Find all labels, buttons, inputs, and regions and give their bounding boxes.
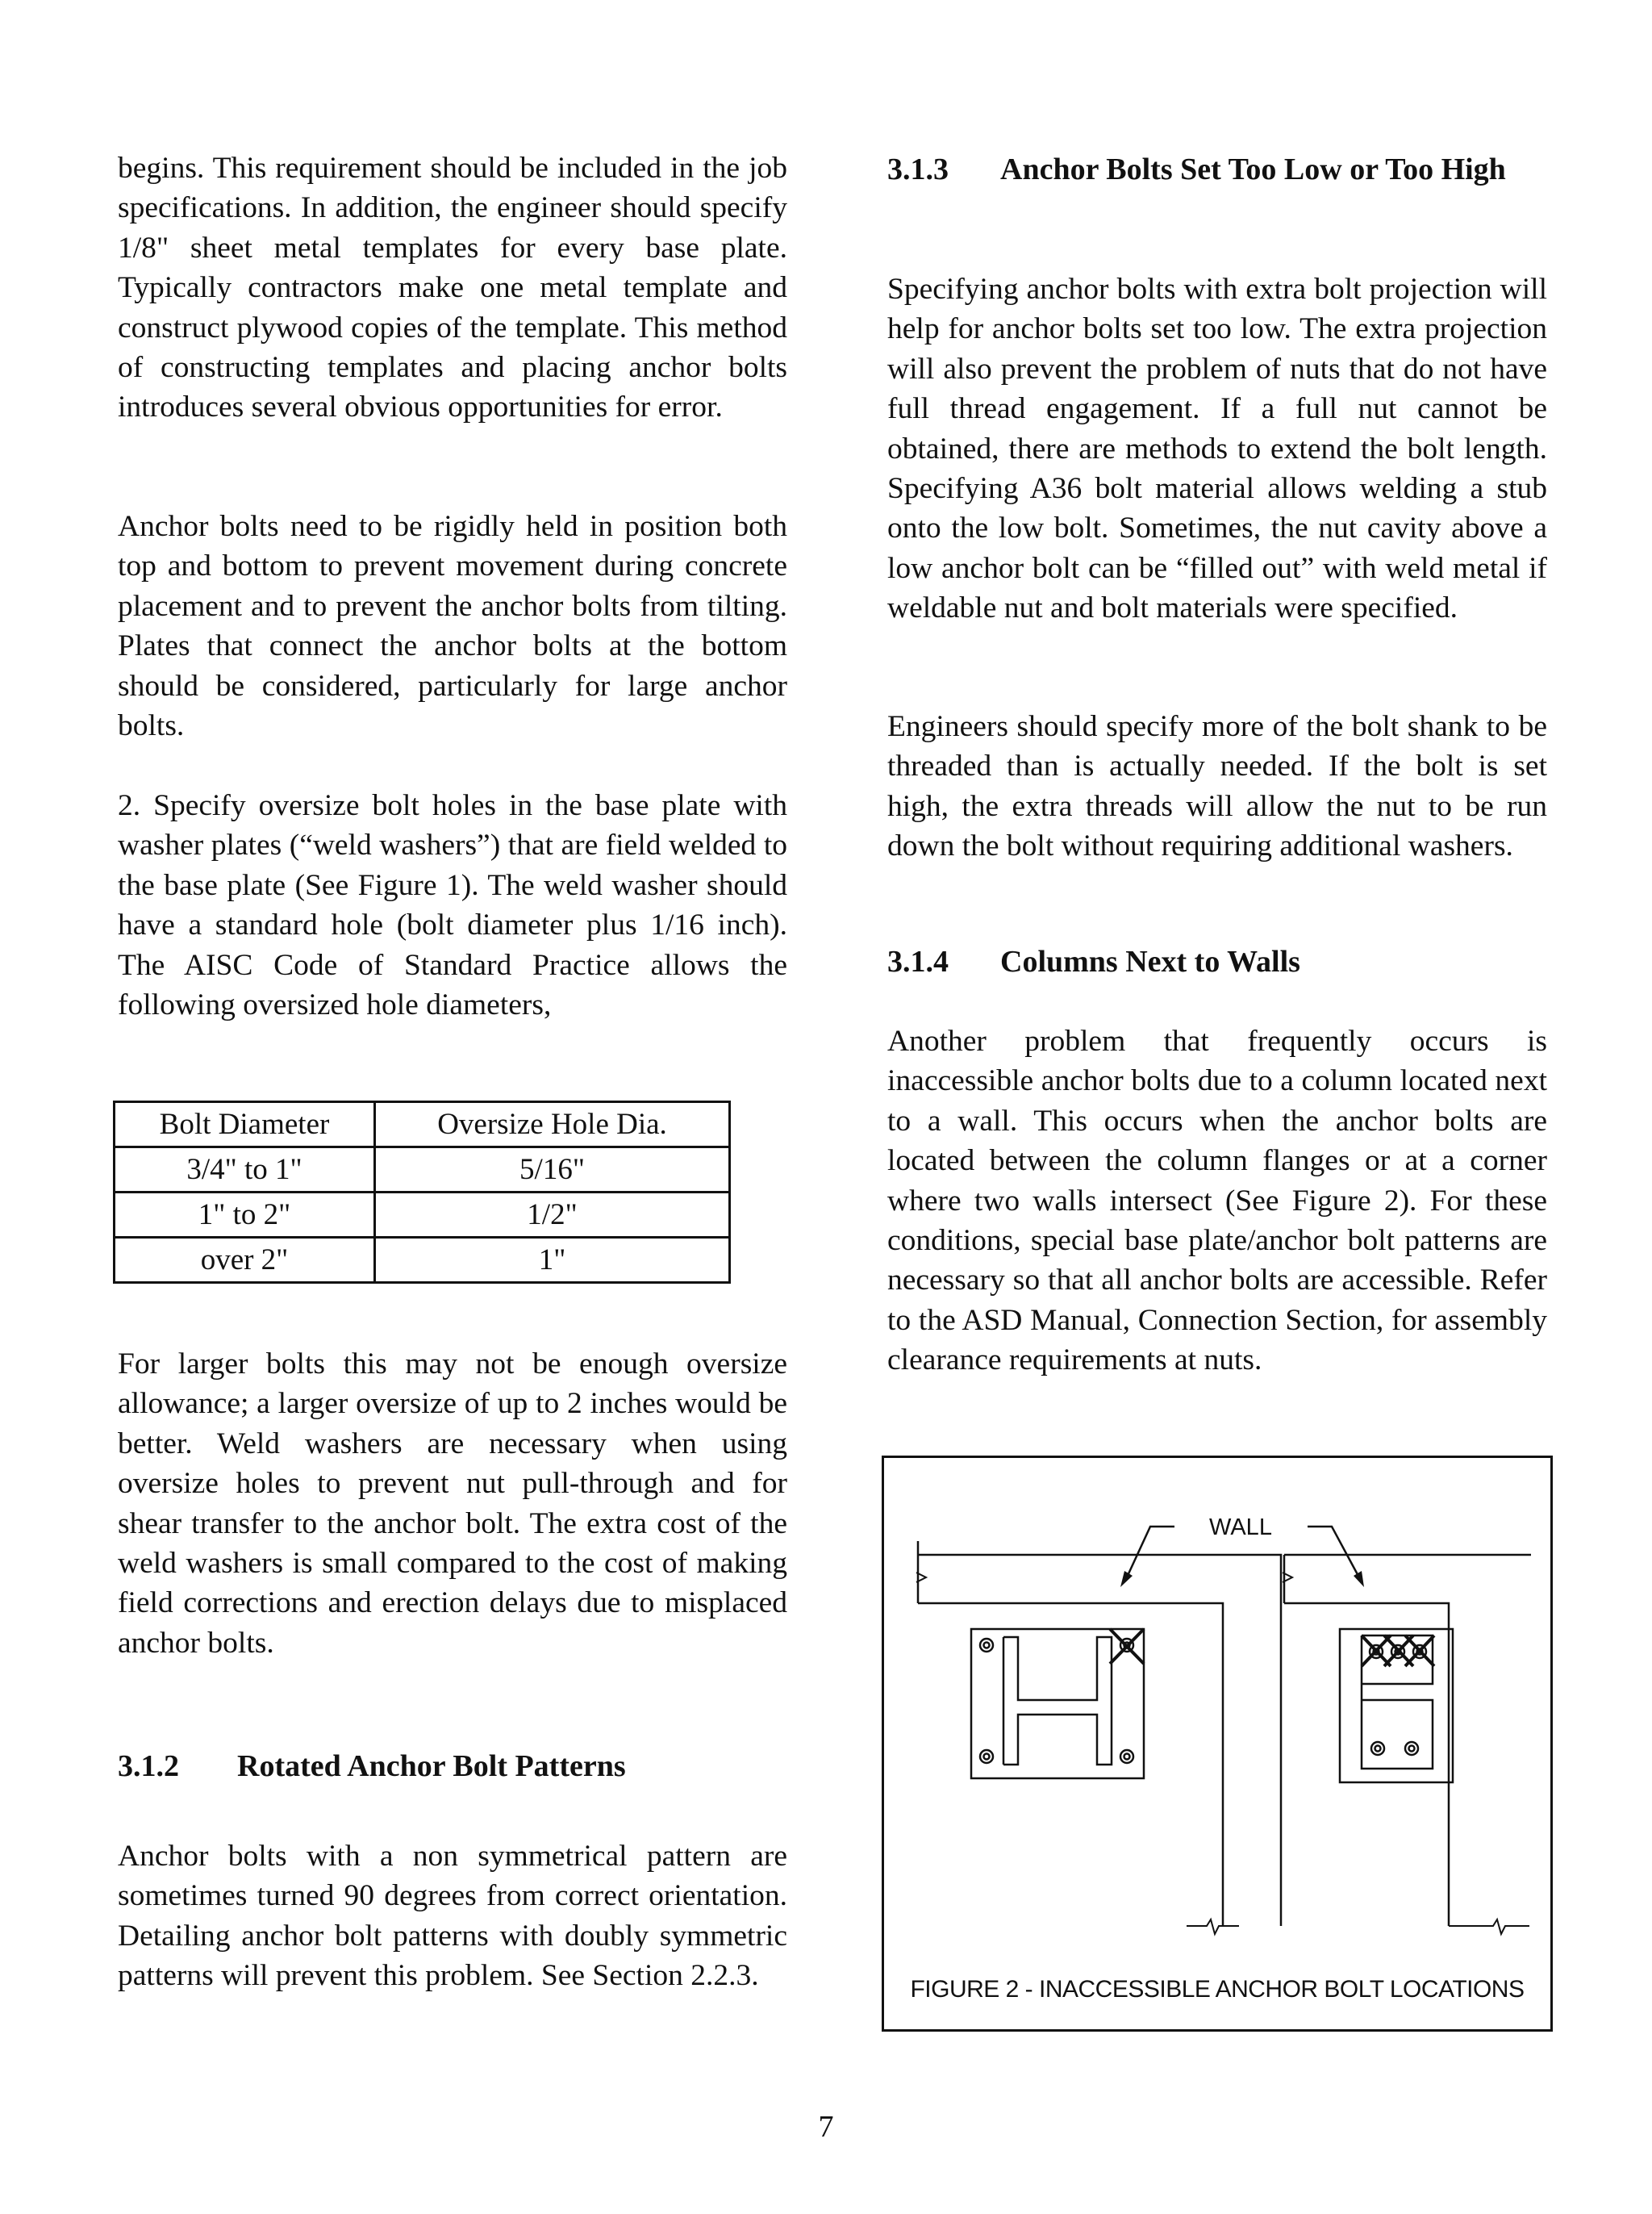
table-header-cell: Oversize Hole Dia. xyxy=(375,1102,730,1147)
table-header-row xyxy=(115,1102,730,1147)
section-number: 3.1.2 xyxy=(118,1749,179,1783)
arrowhead-left-icon xyxy=(1120,1571,1133,1587)
table-row xyxy=(115,1238,730,1283)
arrowhead-right-icon xyxy=(1354,1571,1364,1587)
figure-2 xyxy=(882,1456,1553,2032)
section-title: Anchor Bolts Set Too Low or Too High xyxy=(1000,152,1506,186)
figure-drawing xyxy=(884,1458,1555,2034)
table-header-cell: Bolt Diameter xyxy=(115,1102,375,1147)
section-number: 3.1.4 xyxy=(887,945,949,979)
right-wall-detail xyxy=(1283,1555,1531,1934)
oversize-hole-table xyxy=(113,1101,731,1284)
paragraph-extra-projection: Specifying anchor bolts with extra bolt projection will help for anchor bolts set too low. The extra projection will also prevent the problem of nuts that do not have full thread engagement. If a full nut cannot be obtained, there are methods to extend the bolt length. Specifying A36 bolt material allows welding a stub onto the low bolt. Sometimes, the nut cavity above a low anchor bolt can be “filled out” with weld metal if weldable nut and bolt materials were specified. xyxy=(887,273,1547,625)
table-row xyxy=(115,1147,730,1193)
figure-caption: FIGURE 2 - INACCESSIBLE ANCHOR BOLT LOCATIONS xyxy=(910,1976,1525,2003)
table-cell: 5/16" xyxy=(375,1147,730,1193)
wall-leader-right xyxy=(1308,1527,1360,1579)
table-cell: over 2" xyxy=(115,1238,375,1283)
paragraph-oversize-holes: 2. Specify oversize bolt holes in the base plate with washer plates (“weld washers”) that are field welded to the base plate (See Figure 1). The weld washer should have a standard hole (bolt diameter plus 1/16 inch). The AISC Code of Standard Practice allows the following oversized hole diameters, xyxy=(118,789,787,1022)
section-title: Columns Next to Walls xyxy=(1000,945,1300,979)
table-cell: 3/4" to 1" xyxy=(115,1147,375,1193)
left-wall-detail xyxy=(916,1541,1281,1934)
section-title: Rotated Anchor Bolt Patterns xyxy=(237,1749,626,1783)
paragraph-larger-bolts: For larger bolts this may not be enough oversize allowance; a larger oversize of up to 2 inches would be better. Weld washers are necessary when using oversize holes to prevent nut pull-through and for shear transfer to the anchor bolt. The extra cost of the weld washers is small compared to the cost of making field corrections and erection delays due to misplaced anchor bolts. xyxy=(118,1347,787,1660)
paragraph-templates: begins. This requirement should be included in the job specifications. In addition, the engineer should specify 1/8" sheet metal templates for every base plate. Typically contractors make one metal template and construct plywood copies of the template. This method of constructing templates and placing anchor bolts introduces several obvious opportunities for error. xyxy=(118,152,787,424)
paragraph-rotated-patterns: Anchor bolts with a non symmetrical pattern are sometimes turned 90 degrees from correct orientation. Detailing anchor bolt patterns with doubly symmetric patterns will prevent this problem. See Section 2.2.3. xyxy=(118,1840,787,1993)
wall-leader-left xyxy=(1126,1527,1174,1579)
wall-label: WALL xyxy=(1209,1514,1272,1540)
paragraph-rigid-hold: Anchor bolts need to be rigidly held in position both top and bottom to prevent movement during concrete placement and to prevent the anchor bolts from tilting. Plates that connect the anchor bolts at the bottom should be considered, particularly for large anchor bolts. xyxy=(118,510,787,743)
paragraph-threaded-shank: Engineers should specify more of the bolt shank to be threaded than is actually needed. If the bolt is set high, the extra threads will allow the nut to be run down the bolt without requiring additional washers. xyxy=(887,710,1547,863)
section-number: 3.1.3 xyxy=(887,152,949,186)
table-cell: 1/2" xyxy=(375,1193,730,1238)
paragraph-columns-walls: Another problem that frequently occurs is inaccessible anchor bolts due to a column located next to a wall. This occurs when the anchor bolts are located between the column flanges or at a corner where two walls intersect (See Figure 2). For these conditions, special base plate/anchor bolt patterns are necessary so that all anchor bolts are accessible. Refer to the ASD Manual, Connection Section, for assembly clearance requirements at nuts. xyxy=(887,1025,1547,1377)
table-row xyxy=(115,1193,730,1238)
table-cell: 1" xyxy=(375,1238,730,1283)
page-number: 7 xyxy=(818,2110,834,2144)
table-cell: 1" to 2" xyxy=(115,1193,375,1238)
